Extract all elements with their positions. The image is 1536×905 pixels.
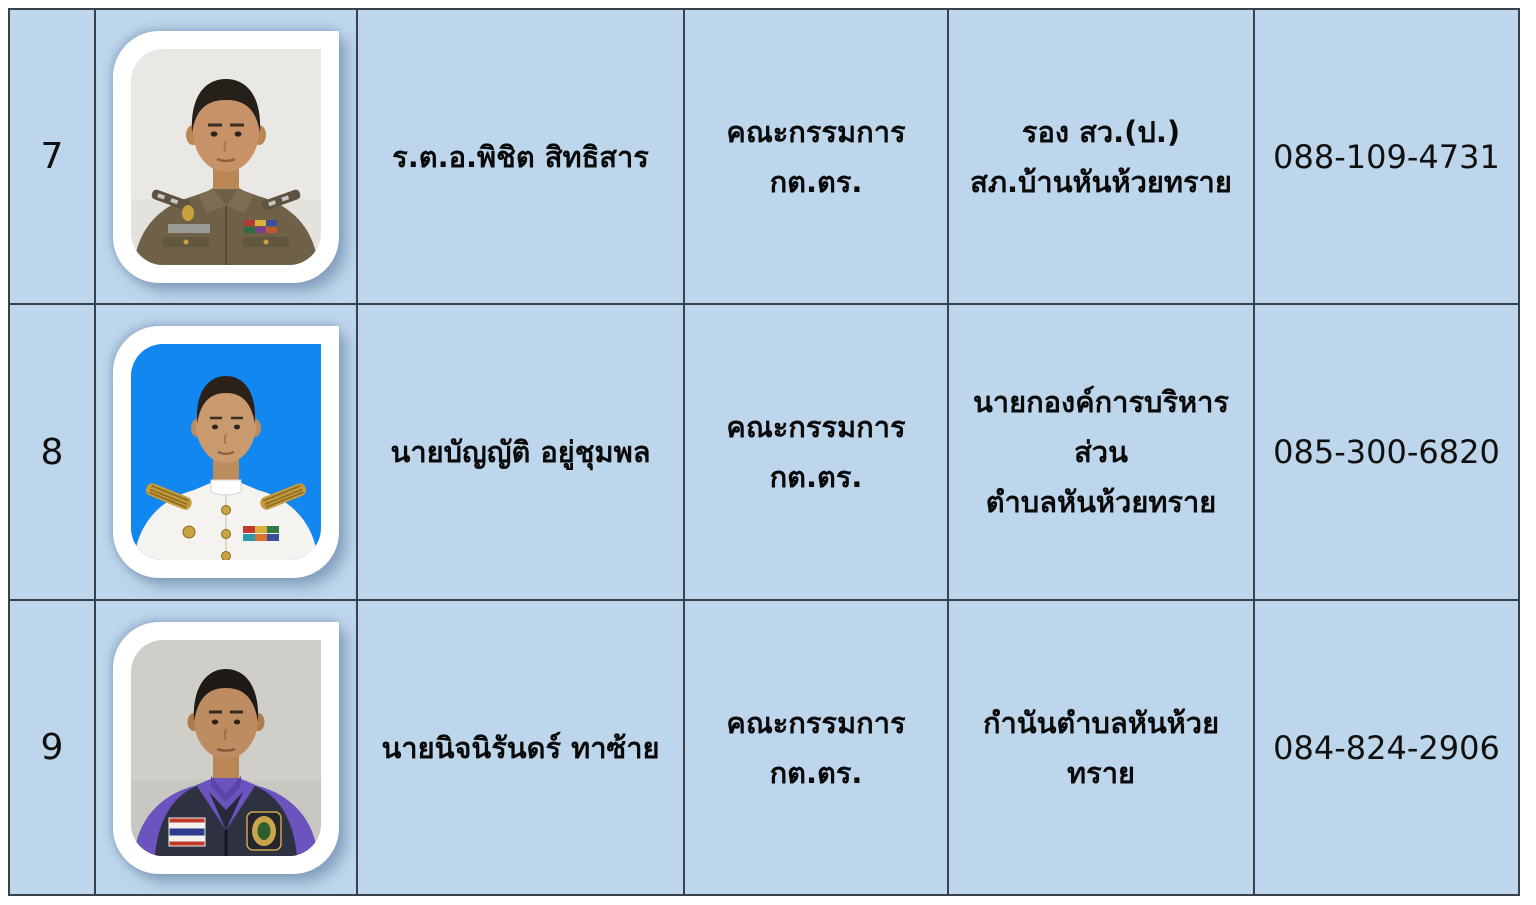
- name-cell: [358, 10, 685, 305]
- photo-frame: [113, 326, 339, 578]
- phone-number: 085-300-6820: [1273, 433, 1500, 471]
- phone-number: 088-109-4731: [1273, 137, 1500, 176]
- phone-cell: [1255, 10, 1518, 305]
- committee-label: คณะกรรมการ กต.ตร.: [726, 410, 906, 494]
- photo-cell: [96, 601, 358, 894]
- member-photo-police-officer: [131, 49, 321, 265]
- committee-cell: [685, 305, 949, 601]
- member-name: ร.ต.อ.พิชิต สิทธิสาร: [392, 139, 649, 174]
- position-line-2: สภ.บ้านหันห้วยทราย: [970, 164, 1232, 199]
- photo-frame: [113, 622, 339, 874]
- member-name: นายนิจนิรันดร์ ทาซ้าย: [381, 730, 660, 765]
- row-number: 9: [40, 727, 64, 768]
- position-line-1: กำนันตำบลหันห้วยทราย: [982, 705, 1220, 790]
- phone-number: 084-824-2906: [1273, 728, 1500, 767]
- position-line-2: ตำบลหันห้วยทราย: [985, 485, 1217, 519]
- position-cell: [949, 601, 1255, 894]
- position-cell: [949, 305, 1255, 601]
- position-line-1: นายกองค์การบริหารส่วน: [972, 385, 1229, 469]
- committee-label: คณะกรรมการ กต.ตร.: [726, 705, 906, 790]
- photo-frame: [113, 31, 339, 283]
- position-cell: [949, 10, 1255, 305]
- committee-cell: [685, 601, 949, 894]
- police-officer-portrait-illustration: [131, 49, 321, 265]
- civilian-vest-portrait-illustration: [131, 640, 321, 856]
- photo-cell: [96, 305, 358, 601]
- row-number-cell: [10, 601, 96, 894]
- phone-cell: [1255, 305, 1518, 601]
- row-number: 7: [40, 136, 64, 177]
- member-name: นายบัญญัติ อยู่ชุมพล: [390, 435, 651, 469]
- member-photo-purple-shirt-vest: [131, 640, 321, 856]
- committee-roster-table: [8, 8, 1520, 896]
- name-cell: [358, 305, 685, 601]
- phone-cell: [1255, 601, 1518, 894]
- row-number-cell: [10, 305, 96, 601]
- row-number: 8: [40, 431, 64, 473]
- row-number-cell: [10, 10, 96, 305]
- photo-cell: [96, 10, 358, 305]
- white-uniform-portrait-illustration: [131, 344, 321, 560]
- position-line-1: รอง สว.(ป.): [1021, 114, 1181, 149]
- committee-cell: [685, 10, 949, 305]
- member-photo-white-uniform: [131, 344, 321, 560]
- committee-label: คณะกรรมการ กต.ตร.: [726, 114, 906, 199]
- name-cell: [358, 601, 685, 894]
